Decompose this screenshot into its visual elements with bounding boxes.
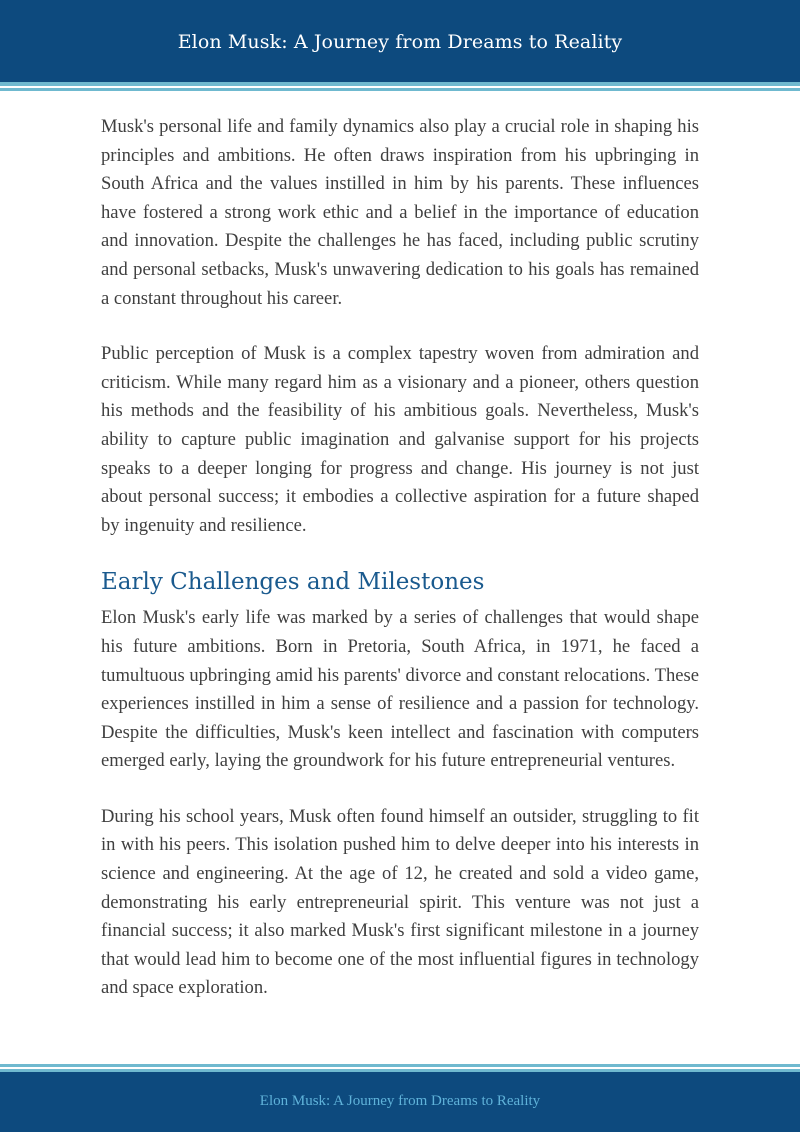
footer-title: Elon Musk: A Journey from Dreams to Reality [259, 1093, 541, 1109]
body-paragraph: Public perception of Musk is a complex tapestry woven from admiration and criticism. While many regard him as a visionary and a pioneer, others question his methods and the feasibility of his ambitious goals. Nevertheless, Musk's ability to capture public imagination and galvanise support for his projects speaks to a deeper longing for progress and change. His journey is not just about personal success; it embodies a collective aspiration for a future shaped by ingenuity and resilience. [101, 343, 699, 536]
page-body [101, 113, 699, 1003]
body-paragraph: Elon Musk's early life was marked by a series of challenges that would shape his future ambitions. Born in Pretoria, South Africa, in 1971, he faced a tumultuous upbringing amid his parents' divorce and constant relocations. These experiences instilled in him a sense of resilience and a passion for technology. Despite the difficulties, Musk's keen intellect and fascination with computers emerged early, laying the groundwork for his future entrepreneurial ventures. [101, 607, 699, 772]
header-accent-stripe-lower [0, 88, 800, 91]
body-paragraph: Musk's personal life and family dynamics also play a crucial role in shaping his principles and ambitions. He often draws inspiration from his upbringing in South Africa and the values instilled in him by his parents. These influences have fostered a strong work ethic and a belief in the importance of education and innovation. Despite the challenges he has faced, including public scrutiny and personal setbacks, Musk's unwavering dedication to his goals has remained a constant throughout his career. [101, 116, 699, 309]
section-heading: Early Challenges and Milestones [101, 569, 485, 596]
body-paragraph: During his school years, Musk often found himself an outsider, struggling to fit in with his peers. This isolation pushed him to delve deeper into his interests in science and engineering. At the age of 12, he created and sold a video game, demonstrating his early entrepreneurial spirit. This venture was not just a financial success; it also marked Musk's first significant milestone in a journey that would lead him to become one of the most influential figures in technology and space exploration. [101, 805, 699, 999]
header-title: Elon Musk: A Journey from Dreams to Reality [177, 31, 623, 53]
